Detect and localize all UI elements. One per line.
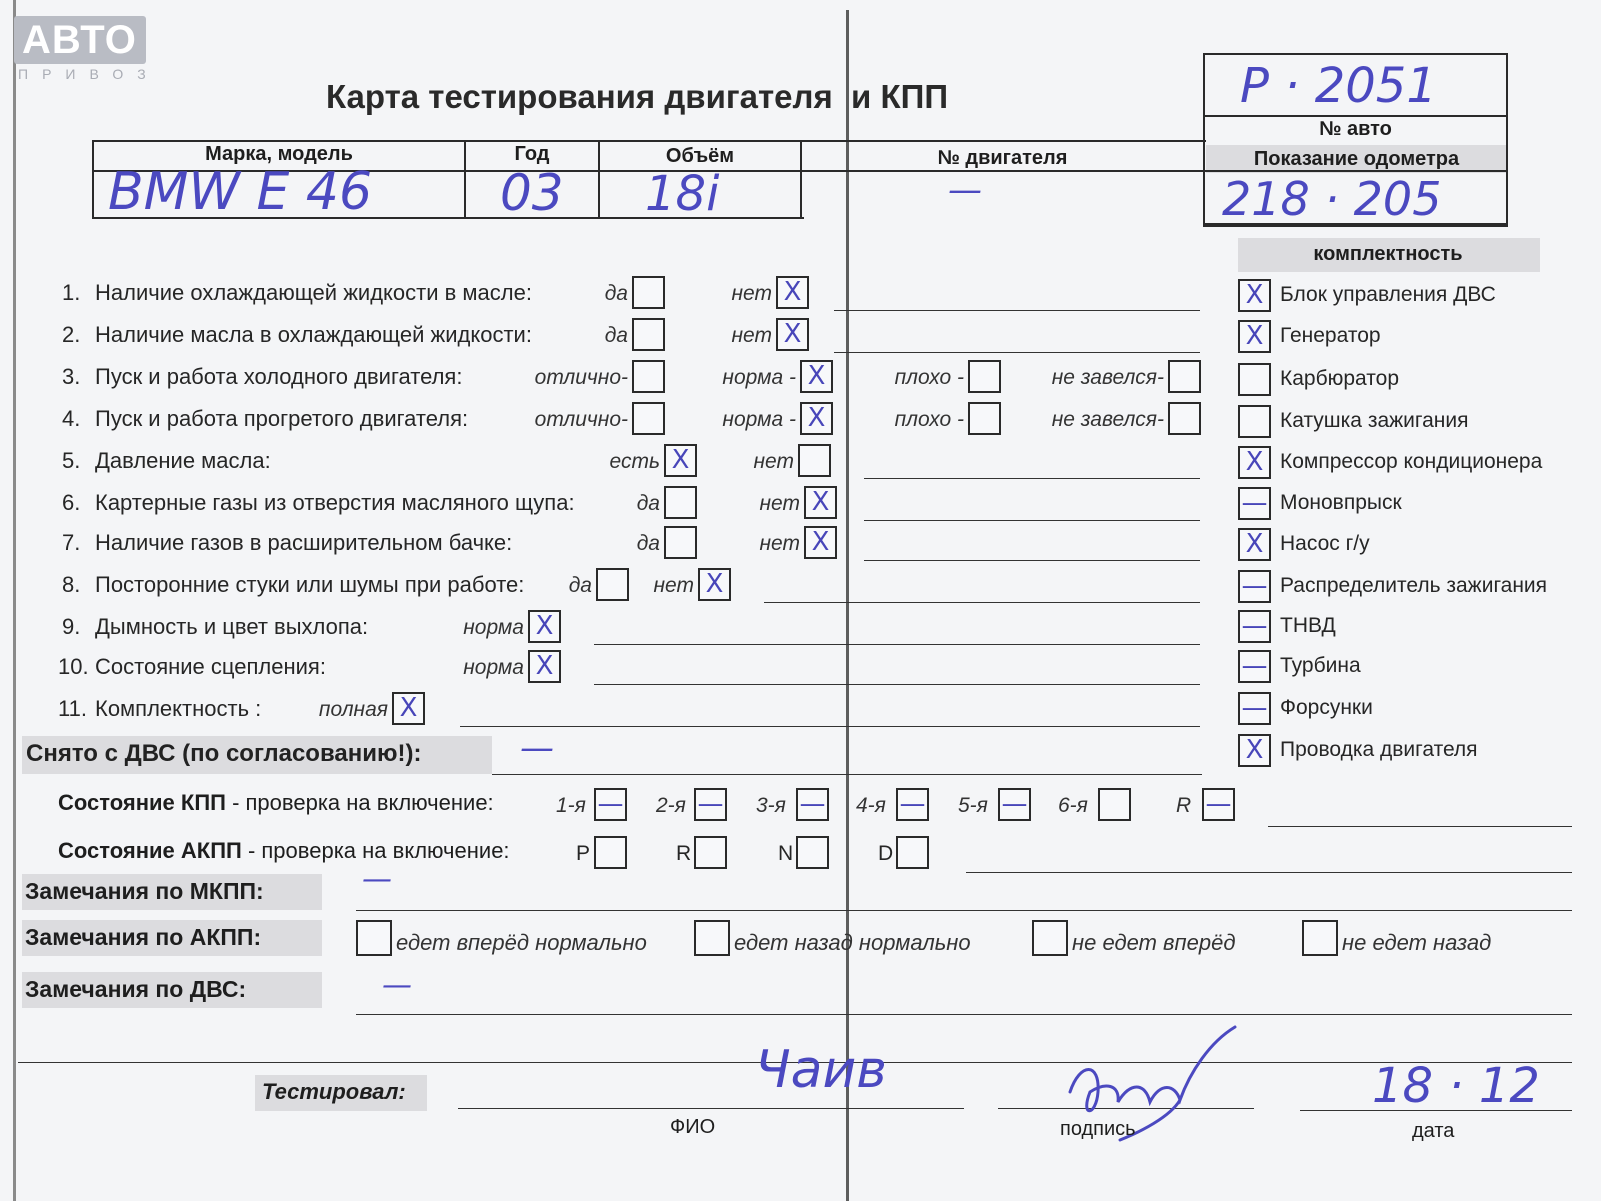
check-option-box[interactable] xyxy=(968,402,1001,435)
kpp-gear-box[interactable]: — xyxy=(694,788,727,821)
car-number-value: P · 2051 xyxy=(1240,58,1437,114)
check-number: 4. xyxy=(62,406,81,431)
kpp-label-rest: - проверка на включение: xyxy=(225,790,494,815)
date-caption: дата xyxy=(1412,1120,1455,1142)
akpp-remark-label: едет вперёд нормально xyxy=(396,930,647,955)
check-answer-line xyxy=(594,644,1200,645)
check-label: Наличие масла в охлаждающей жидкости: xyxy=(95,322,532,347)
check-option-box[interactable]: X xyxy=(800,360,833,393)
akpp-label-rest: - проверка на включение: xyxy=(241,838,510,863)
engine-number-value: — xyxy=(948,170,982,210)
check-option-box[interactable] xyxy=(632,360,665,393)
check-answer-line xyxy=(834,352,1200,353)
completeness-box[interactable] xyxy=(1238,405,1271,438)
remarks-dvs-line xyxy=(356,1014,1572,1015)
check-option-label: нет xyxy=(759,532,800,555)
akpp-gear-label: R xyxy=(676,842,692,865)
check-option-label: да xyxy=(636,532,660,555)
akpp-remark-box[interactable] xyxy=(356,920,392,956)
completeness-header: комплектность xyxy=(1313,243,1463,265)
akpp-gear-box[interactable] xyxy=(694,836,727,869)
check-option-box[interactable] xyxy=(1168,360,1201,393)
check-label: Картерные газы из отверстия масляного щупа: xyxy=(95,490,575,515)
check-option-label: норма xyxy=(463,656,524,679)
completeness-box[interactable]: X xyxy=(1238,734,1271,767)
check-label: Комплектность : xyxy=(95,696,262,721)
check-option-box[interactable]: X xyxy=(528,650,561,683)
table-top-line xyxy=(92,140,1206,142)
check-option-label: плохо - xyxy=(894,366,964,389)
completeness-label: Турбина xyxy=(1280,654,1361,677)
check-option-box[interactable] xyxy=(632,276,665,309)
completeness-box[interactable]: — xyxy=(1238,487,1271,520)
check-option-box[interactable] xyxy=(664,526,697,559)
header-brand-model: Марка, модель xyxy=(205,143,353,165)
check-label: Давление масла: xyxy=(95,448,271,473)
completeness-box[interactable]: — xyxy=(1238,650,1271,683)
akpp-label-bold: Состояние АКПП xyxy=(58,838,242,863)
check-option-label: да xyxy=(604,282,628,305)
fio-line xyxy=(458,1108,964,1109)
check-option-box[interactable] xyxy=(596,568,629,601)
logo-text: АВТО xyxy=(22,18,137,62)
header-odometer: Показание одометра xyxy=(1253,148,1460,170)
check-label: Наличие охлаждающей жидкости в масле: xyxy=(95,280,532,305)
completeness-label: Проводка двигателя xyxy=(1280,738,1478,761)
check-option-box[interactable]: X xyxy=(698,568,731,601)
check-number: 3. xyxy=(62,364,81,389)
check-option-box[interactable]: X xyxy=(800,402,833,435)
kpp-gear-label: 1-я xyxy=(556,794,586,817)
remarks-mkpp-line xyxy=(356,910,1572,911)
completeness-box[interactable]: X xyxy=(1238,320,1271,353)
signature-caption: подпись xyxy=(1060,1118,1136,1140)
completeness-label: Блок управления ДВС xyxy=(1280,283,1496,306)
kpp-gear-box[interactable]: — xyxy=(896,788,929,821)
akpp-gear-label: P xyxy=(576,842,591,865)
kpp-gear-box[interactable] xyxy=(1098,788,1131,821)
check-number: 1. xyxy=(62,280,81,305)
kpp-gear-label: 3-я xyxy=(756,794,786,817)
akpp-line xyxy=(966,872,1572,873)
header-engine-number: № двигателя xyxy=(937,147,1068,169)
check-option-box[interactable] xyxy=(798,444,831,477)
check-answer-line xyxy=(834,310,1200,311)
completeness-label: Катушка зажигания xyxy=(1280,409,1469,432)
check-option-box[interactable]: X xyxy=(776,318,809,351)
kpp-gear-label: 5-я xyxy=(958,794,988,817)
check-option-label: не завелся- xyxy=(1051,366,1164,389)
check-number: 10. xyxy=(58,654,89,679)
akpp-remark-box[interactable] xyxy=(1032,920,1068,956)
check-label: Посторонние стуки или шумы при работе: xyxy=(95,572,525,597)
car-number-label: № авто xyxy=(1319,118,1392,140)
check-number: 6. xyxy=(62,490,81,515)
check-answer-line xyxy=(864,520,1200,521)
check-label: Дымность и цвет выхлопа: xyxy=(95,614,369,639)
check-answer-line xyxy=(864,478,1200,479)
check-number: 2. xyxy=(62,322,81,347)
left-border xyxy=(13,0,16,1201)
check-option-label: отлично- xyxy=(534,408,628,431)
akpp-gear-box[interactable] xyxy=(896,836,929,869)
kpp-gear-label: R xyxy=(1176,794,1192,817)
check-option-label: да xyxy=(636,492,660,515)
kpp-label-bold: Состояние КПП xyxy=(58,790,226,815)
check-number: 8. xyxy=(62,572,81,597)
check-option-label: плохо - xyxy=(894,408,964,431)
akpp-label xyxy=(58,838,510,864)
check-option-label: нет xyxy=(653,574,694,597)
check-option-box[interactable] xyxy=(632,318,665,351)
completeness-label: Моновпрыск xyxy=(1280,491,1402,514)
remarks-akpp-label: Замечания по АКПП: xyxy=(25,924,262,950)
logo xyxy=(14,16,146,64)
check-option-label: нет xyxy=(759,492,800,515)
check-label: Состояние сцепления: xyxy=(95,654,326,679)
check-option-box[interactable]: X xyxy=(776,276,809,309)
check-option-label: да xyxy=(568,574,592,597)
check-label: Пуск и работа прогретого двигателя: xyxy=(95,406,469,431)
completeness-label: Распределитель зажигания xyxy=(1280,574,1548,597)
check-answer-line xyxy=(764,602,1200,603)
akpp-gear-label: N xyxy=(778,842,794,865)
check-answer-line xyxy=(864,560,1200,561)
check-option-box[interactable] xyxy=(664,486,697,519)
completeness-box[interactable]: X xyxy=(1238,528,1271,561)
kpp-gear-label: 4-я xyxy=(856,794,886,817)
check-option-label: не завелся- xyxy=(1051,408,1164,431)
check-number: 11. xyxy=(58,696,87,721)
akpp-remark-label: не едет вперёд xyxy=(1072,930,1236,955)
akpp-gear-box[interactable] xyxy=(796,836,829,869)
completeness-label: Карбюратор xyxy=(1280,367,1400,390)
check-answer-line xyxy=(594,684,1200,685)
check-option-box[interactable] xyxy=(1168,402,1201,435)
completeness-label: Насос г/у xyxy=(1280,532,1370,555)
akpp-gear-label: D xyxy=(878,842,894,865)
removed-line xyxy=(492,774,1202,775)
check-option-label: норма - xyxy=(722,366,796,389)
date-value: 18 · 12 xyxy=(1372,1058,1540,1114)
kpp-label xyxy=(58,790,494,816)
header-volume: Объём xyxy=(665,145,735,167)
check-answer-line xyxy=(460,726,1200,727)
completeness-box[interactable]: X xyxy=(1238,279,1271,312)
completeness-box[interactable] xyxy=(1238,363,1271,396)
check-label: Наличие газов в расширительном бачке: xyxy=(95,530,513,555)
kpp-line xyxy=(1268,826,1572,827)
check-option-box[interactable]: X xyxy=(528,610,561,643)
completeness-box[interactable]: — xyxy=(1238,570,1271,603)
removed-value: — xyxy=(520,728,554,768)
check-option-label: да xyxy=(604,324,628,347)
check-option-box[interactable]: X xyxy=(392,692,425,725)
remarks-mkpp-label: Замечания по МКПП: xyxy=(25,878,264,904)
check-option-box[interactable] xyxy=(632,402,665,435)
completeness-label: ТНВД xyxy=(1280,614,1336,637)
remarks-mkpp-value: — xyxy=(362,862,392,897)
akpp-remark-box[interactable] xyxy=(1302,920,1338,956)
check-option-label: нет xyxy=(731,324,772,347)
page-title: Карта тестирования двигателя и КПП xyxy=(326,78,949,115)
kpp-gear-box[interactable]: — xyxy=(796,788,829,821)
check-option-label: полная xyxy=(318,698,388,721)
header-year: Год xyxy=(514,143,550,165)
completeness-label: Форсунки xyxy=(1280,696,1373,719)
akpp-gear-box[interactable] xyxy=(594,836,627,869)
brand-model-value: BMW E 46 xyxy=(108,162,373,222)
kpp-gear-box[interactable]: — xyxy=(594,788,627,821)
year-value: 03 xyxy=(500,164,564,222)
akpp-remark-box[interactable] xyxy=(694,920,730,956)
fio-caption: ФИО xyxy=(670,1116,716,1138)
check-option-label: норма xyxy=(463,616,524,639)
volume-value: 18i xyxy=(645,166,720,222)
check-option-box[interactable]: X xyxy=(804,526,837,559)
check-option-label: нет xyxy=(753,450,794,473)
kpp-gear-box[interactable]: — xyxy=(998,788,1031,821)
check-option-label: нет xyxy=(731,282,772,305)
completeness-box[interactable]: — xyxy=(1238,692,1271,725)
kpp-gear-label: 6-я xyxy=(1058,794,1088,817)
kpp-gear-box[interactable]: — xyxy=(1202,788,1235,821)
completeness-box[interactable]: — xyxy=(1238,610,1271,643)
check-option-box[interactable]: X xyxy=(664,444,697,477)
tested-by-label: Тестировал: xyxy=(262,1079,406,1104)
check-number: 5. xyxy=(62,448,81,473)
remarks-dvs-value: — xyxy=(382,968,412,1003)
logo-subtext: ПРИВОЗ xyxy=(18,66,160,82)
check-option-box[interactable] xyxy=(968,360,1001,393)
akpp-remark-label: едет назад нормально xyxy=(734,930,971,955)
completeness-label: Генератор xyxy=(1280,324,1381,347)
fio-value: Чаив xyxy=(755,1040,887,1100)
akpp-remark-label: не едет назад xyxy=(1342,930,1492,955)
completeness-label: Компрессор кондиционера xyxy=(1280,450,1543,473)
odometer-value: 218 · 205 xyxy=(1222,172,1442,226)
check-option-label: норма - xyxy=(722,408,796,431)
removed-label: Снято с ДВС (по согласованию!): xyxy=(26,740,422,767)
remarks-dvs-label: Замечания по ДВС: xyxy=(25,976,247,1002)
kpp-gear-label: 2-я xyxy=(656,794,686,817)
check-label: Пуск и работа холодного двигателя: xyxy=(95,364,463,389)
check-option-label: отлично- xyxy=(534,366,628,389)
completeness-box[interactable]: X xyxy=(1238,446,1271,479)
check-number: 9. xyxy=(62,614,81,639)
check-number: 7. xyxy=(62,530,81,555)
check-option-box[interactable]: X xyxy=(804,486,837,519)
check-option-label: есть xyxy=(609,450,660,473)
car-number-divider xyxy=(1203,115,1508,117)
